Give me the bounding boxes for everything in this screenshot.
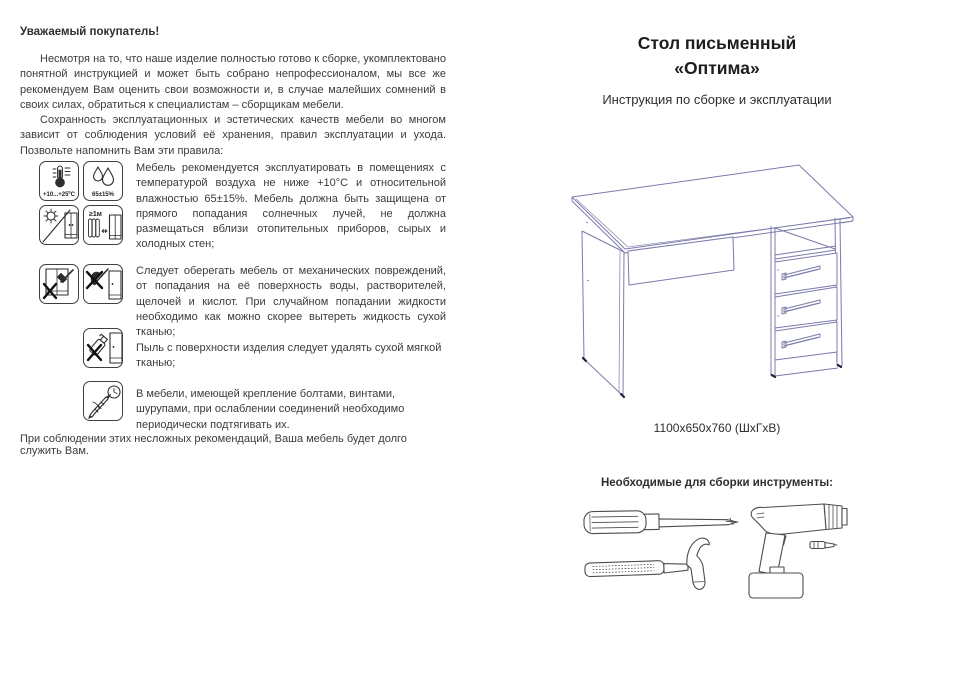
humidity-icon	[83, 161, 123, 201]
desk-drawing	[562, 150, 892, 440]
intro-paragraph-2: Сохранность эксплуатационных и эстетических качеств мебели во многом зависит от соблюдения условий её хранения, правил эксплуатации и ухода. Позвольте напомнить Вам эти правила:	[20, 114, 446, 157]
intro-text	[20, 52, 446, 159]
greeting-heading: Уважаемый покупатель!	[20, 26, 160, 38]
document-subtitle: Инструкция по сборке и эксплуатации	[602, 92, 832, 107]
no-impact-icon	[39, 264, 79, 304]
closing-note: При соблюдении этих несложных рекомендаций, Ваша мебель будет долго служить Вам.	[20, 433, 407, 457]
rule-icons	[20, 161, 123, 253]
dimensions-label: 1100x650x760 (ШхГхВ)	[653, 421, 781, 435]
temperature-icon	[39, 161, 79, 201]
care-rule-dust	[20, 328, 446, 372]
care-rule-text: Следует оберегать мебель от механических повреждений, от попадания на её поверхность воды, растворителей, щелочей и кислот. При случайном попадании жидкости необходимо как можно скорее вытереть жидкость сухой тканью;	[136, 265, 446, 339]
screwdriver-icon	[584, 509, 738, 534]
care-rule-text: Пыль с поверхности изделия следует удалять сухой мягкой тканью;	[136, 342, 442, 370]
svg-text:≥1м: ≥1м	[89, 211, 102, 218]
no-sharp-tools-icon	[83, 264, 123, 304]
intro-paragraph-1: Несмотря на то, что наше изделие полностью готово к сборке, укомплектовано понятной инструкцией и может быть собрано непрофессионалом, мы все же рекомендуем Вам оценить свои возможности и, в случае малейших сомнений в своих силах, обратиться к специалистам – сборщикам мебели.	[20, 53, 446, 111]
care-rule-climate	[20, 161, 446, 253]
care-rule-tighten	[20, 381, 446, 433]
hammer-icon	[584, 538, 711, 593]
rule-icons	[20, 328, 123, 372]
care-rule-text: Мебель рекомендуется эксплуатировать в помещениях с температурой воздуха не ниже +10°С и относительной влажностью 65±15%. Мебель должна быть защищена от прямого попадания солнечных лучей, не должна размещаться вблизи отопительных приборов, сырых и холодных стен;	[136, 162, 446, 251]
tools-drawing	[580, 495, 870, 630]
care-rule-text: В мебели, имеющей крепление болтами, винтами, шурупами, при ослаблении соединений необходимо периодически подтягивать их.	[136, 388, 405, 431]
tighten-fittings-icon	[83, 381, 123, 421]
drill-bit-icon	[810, 542, 837, 549]
drill-icon	[749, 504, 847, 598]
product-title-line2: «Оптима»	[674, 58, 760, 78]
no-direct-sunlight-icon	[39, 205, 79, 245]
product-title	[557, 31, 877, 81]
temperature-range-label: +10...+25ºС	[43, 192, 75, 198]
product-title-line1: Стол письменный	[637, 33, 797, 53]
rule-icons	[20, 381, 123, 433]
no-solvent-spray-icon	[83, 328, 123, 368]
humidity-range-label: 65±15%	[92, 192, 114, 198]
tools-heading: Необходимые для сборки инструменты:	[600, 477, 834, 489]
heater-distance-icon	[83, 205, 123, 245]
